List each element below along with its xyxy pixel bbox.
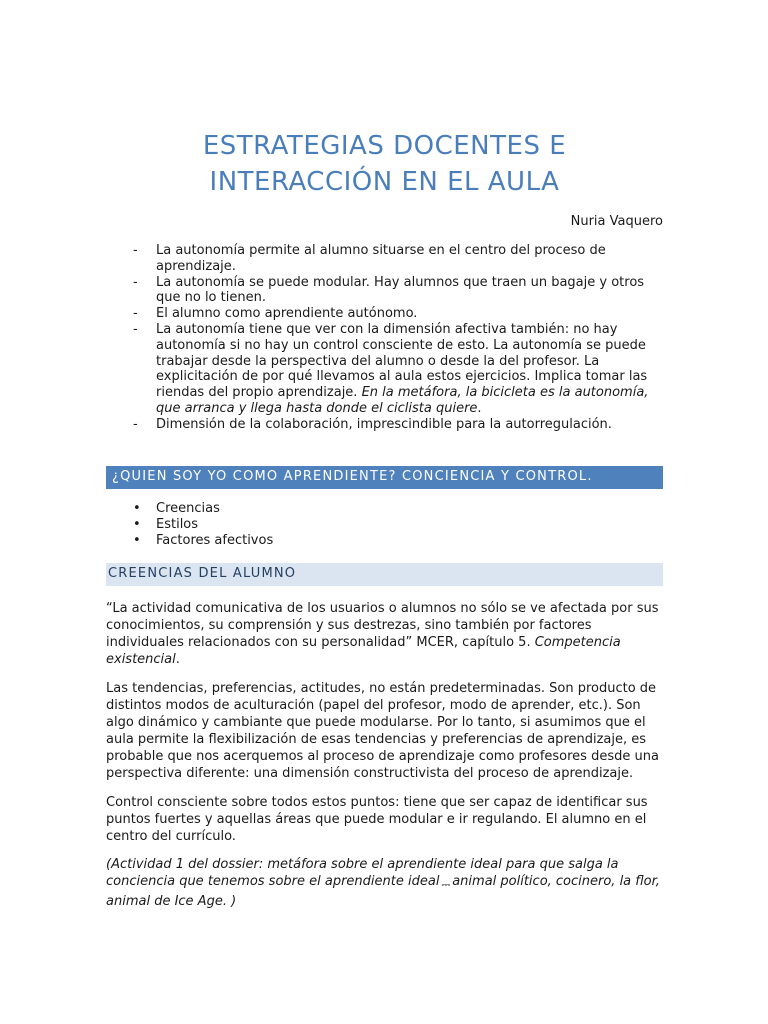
paragraph: Las tendencias, preferencias, actitudes, no están predeterminadas. Son producto de distintos modos de aculturación (papel del profesor, modo de aprender, etc.). Son algo dinámico y cambiante que puede modularse. Por lo tanto, si asumimos que el aula permite la flexibilización de esas tendencias y preferencias de aprendizaje, es probable que nos acerquemos al proceso de aprendizaje como profesores desde una perspectiva diferente: una dimensión constructivista del proceso de aprendizaje. [106,680,659,781]
paragraph-activity [106,856,663,910]
paragraph-quote [106,600,663,668]
paragraph: Control consciente sobre todos estos puntos: tiene que ser capaz de identificar sus puntos fuertes y aquellas áreas que puede modular e ir regulando. El alumno en el centro del currículo. [106,794,648,844]
bullet-item: • Creencias [156,501,663,517]
bullet-item: • Estilos [156,517,663,533]
title-line-2: INTERACCIÓN EN EL AULA [209,167,560,197]
activity-text-end: animal político, cocinero, la flor, animal de Ice Age. ) [106,873,660,909]
subsection-heading: CREENCIAS DEL ALUMNO [106,563,663,586]
activity-text: (Actividad 1 del dossier: metáfora sobre el aprendiente ideal para que salga la conciencia que tenemos sobre el aprendiente ideal [106,856,619,889]
list-item: - La autonomía permite al alumno situarse en el centro del proceso de aprendizaje. [156,243,663,275]
list-item-end: . [477,400,482,416]
document-title [106,128,663,200]
section-heading: ¿QUIEN SOY YO COMO APRENDIENTE? CONCIENCIA Y CONTROL. [106,466,663,489]
list-item-italic: En la metáfora, la bicicleta es la autonomía, que arranca y llega hasta donde el ciclista quiere [156,385,649,416]
quote-end: . [175,651,180,667]
approx-symbol-icon: ⎓ [441,877,451,891]
title-line-1: ESTRATEGIAS DOCENTES E [202,131,567,161]
list-item: - Dimensión de la colaboración, imprescindible para la autorregulación. [156,417,663,433]
quote-text: “La actividad comunicativa de los usuarios o alumnos no sólo se ve afectada por sus conocimientos, su comprensión y sus destrezas, sino también por factores individuales relacionados con su personalidad” MCER, capítulo 5. [106,600,659,650]
author-name: Nuria Vaquero [570,214,663,229]
list-item: - El alumno como aprendiente autónomo. [156,306,663,322]
quote-italic: Competencia existencial [106,634,621,667]
list-item [156,322,663,417]
bullet-item: • Factores afectivos [156,533,663,549]
list-item: - La autonomía se puede modular. Hay alumnos que traen un bagaje y otros que no lo tienen. [156,275,663,307]
autonomy-list [106,243,663,433]
document-body [106,0,663,910]
bullet-list [106,501,663,549]
list-item-text: La autonomía tiene que ver con la dimensión afectiva también: no hay autonomía si no hay un control consciente de esto. La autonomía se puede trabajar desde la perspectiva del alumno o desde la del profesor. La explicitación de por qué llevamos al aula estos ejercicios. Implica tomar las riendas del propio aprendizaje. [156,321,648,401]
